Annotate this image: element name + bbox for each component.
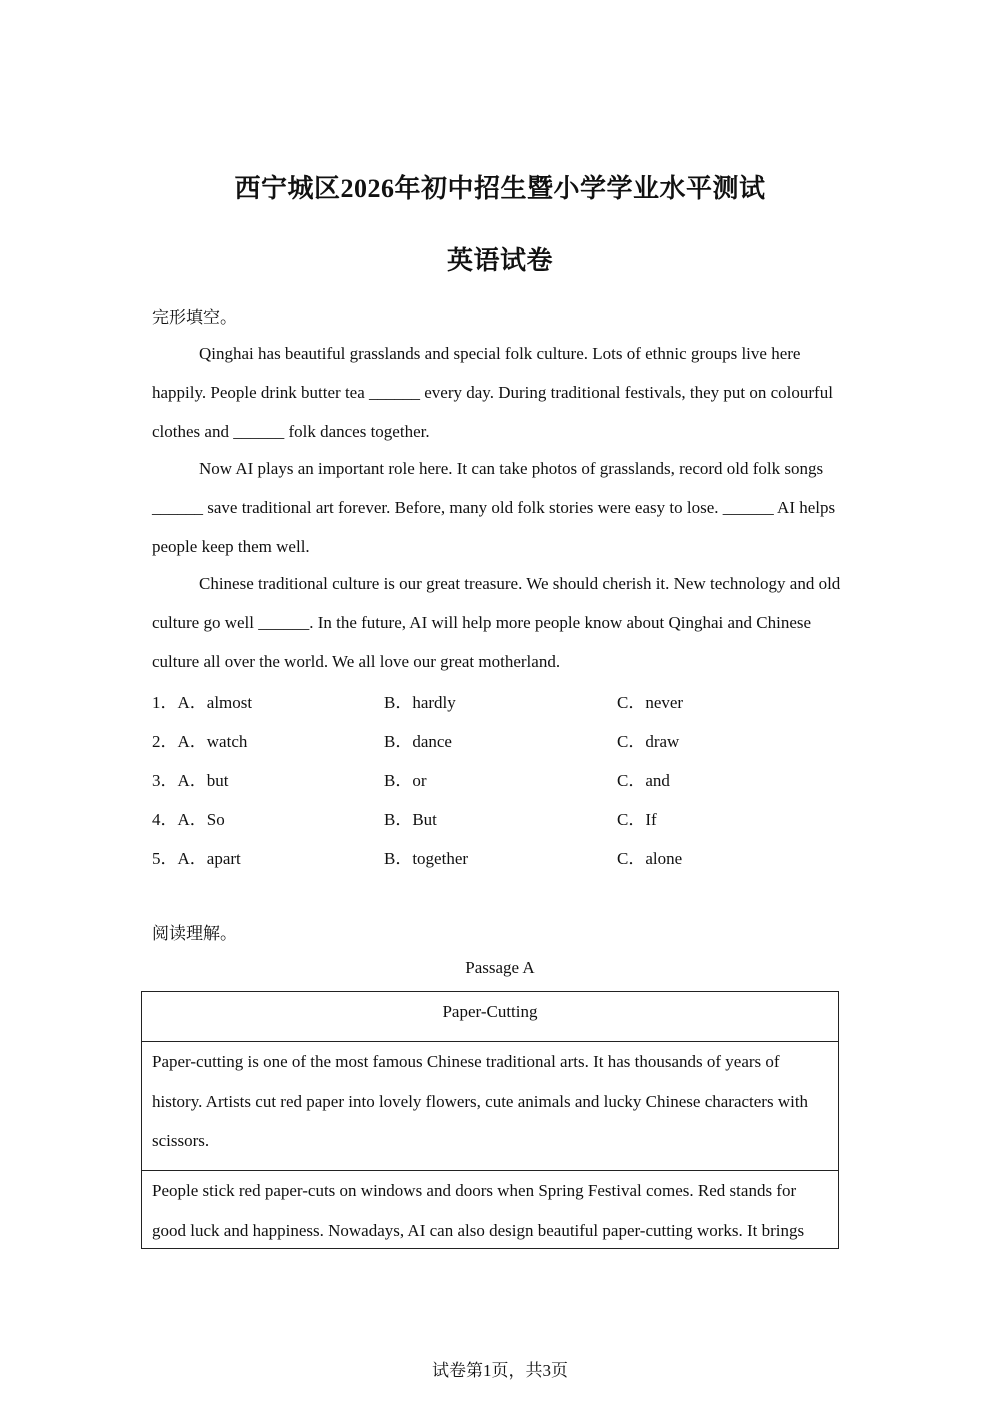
option-c: C．If — [617, 810, 657, 829]
option-a: 1．A．almost — [152, 693, 253, 712]
option-c: C．draw — [617, 732, 680, 751]
option-c: C．and — [617, 771, 670, 790]
cloze-paragraph-3: Chinese traditional culture is our great treasure. We should cherish it. New technology and old culture go well ______. In the future, AI will help more people know about Qinghai and Chinese culture all over the world. We all love our great motherland. — [152, 574, 841, 671]
option-a: 5．A．apart — [152, 849, 241, 868]
option-c: C．alone — [617, 849, 683, 868]
passage-title: Passage A — [465, 958, 535, 977]
question-row — [152, 688, 852, 712]
question-row — [152, 844, 852, 868]
option-b: B．hardly — [384, 693, 456, 712]
option-a: 4．A．So — [152, 810, 225, 829]
reading-heading: 阅读理解。 — [152, 924, 237, 943]
option-b: B．But — [384, 810, 437, 829]
option-c: C．never — [617, 693, 684, 712]
exam-subtitle: 英语试卷 — [446, 246, 553, 275]
cloze-paragraph-1: Qinghai has beautiful grasslands and special folk culture. Lots of ethnic groups live here happily. People drink butter tea ______ every day. During traditional festivals, they put on colourful clothes and ______ folk dances together. — [152, 344, 833, 441]
question-row — [152, 805, 852, 829]
question-row — [152, 727, 852, 751]
exam-title: 西宁城区2026年初中招生暨小学学业水平测试 — [234, 174, 766, 203]
cloze-paragraph-2: Now AI plays an important role here. It can take photos of grasslands, record old folk songs ______ save traditional art forever. Before, many old folk stories were easy to lose. ______ AI helps people keep them well. — [152, 459, 836, 556]
passage-table — [141, 991, 839, 1249]
option-a: 2．A．watch — [152, 732, 248, 751]
question-row — [152, 766, 852, 790]
option-b: B．together — [384, 849, 469, 868]
table-row: People stick red paper-cuts on windows and doors when Spring Festival comes. Red stands for good luck and happiness. Nowadays, AI can also design beautiful paper-cutting works. It brings — [152, 1181, 805, 1240]
option-a: 3．A．but — [152, 771, 229, 790]
cloze-heading: 完形填空。 — [152, 308, 237, 327]
table-row: Paper-cutting is one of the most famous Chinese traditional arts. It has thousands of years of history. Artists cut red paper into lovely flowers, cute animals and lucky Chinese characters with scissors. — [142, 1042, 838, 1171]
option-b: B．or — [384, 771, 427, 790]
page-number: 试卷第1页，共3页 — [432, 1361, 568, 1380]
option-b: B．dance — [384, 732, 452, 751]
table-header: Paper-Cutting — [142, 992, 838, 1042]
